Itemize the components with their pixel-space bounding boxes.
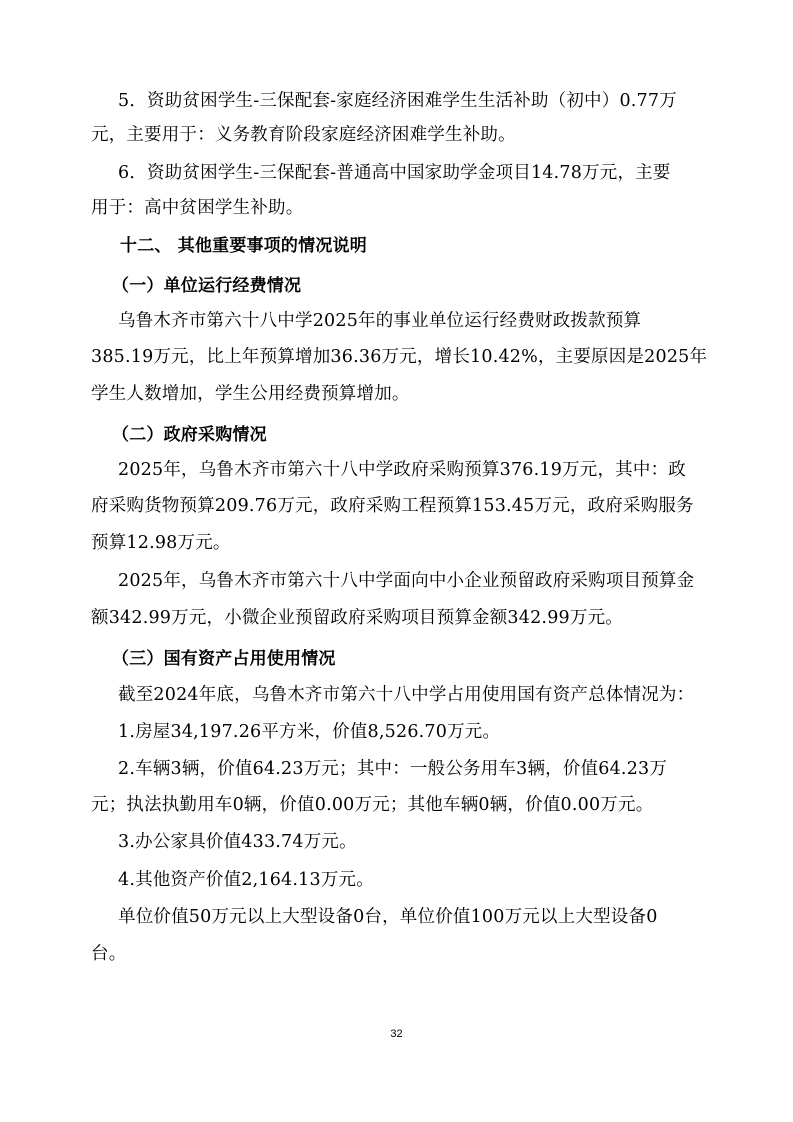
sub1-heading: （一）单位运行经费情况 — [112, 276, 302, 296]
sub3-item2-line2: 元；执法执勤用车0辆，价值0.00万元；其他车辆0辆，价值0.00万元。 — [91, 795, 654, 815]
sub3-equip-line1: 单位价值50万元以上大型设备0台，单位价值100万元以上大型设备0 — [118, 907, 658, 927]
sub2-para1-line3: 预算12.98万元。 — [91, 533, 231, 553]
sub1-line3: 学生人数增加，学生公用经费预算增加。 — [91, 384, 410, 404]
p5-line2: 元，主要用于：义务教育阶段家庭经济困难学生补助。 — [91, 125, 516, 145]
p6-line2: 用于：高中贫困学生补助。 — [91, 198, 304, 218]
sub2-heading: （二）政府采购情况 — [112, 425, 267, 445]
p6-line1: 6．资助贫困学生-三保配套-普通高中国家助学金项目14.78万元，主要 — [118, 163, 671, 183]
sub3-item1: 1.房屋34,197.26平方米，价值8,526.70万元。 — [118, 722, 501, 742]
sub3-item4: 4.其他资产价值2,164.13万元。 — [118, 870, 374, 890]
sub3-item2-line1: 2.车辆3辆，价值64.23万元；其中：一般公务用车3辆，价值64.23万 — [118, 759, 668, 779]
sub3-intro: 截至2024年底，乌鲁木齐市第六十八中学占用使用国有资产总体情况为： — [118, 685, 695, 705]
sub3-heading: （三）国有资产占用使用情况 — [112, 649, 336, 669]
sub2-para1-line1: 2025年，乌鲁木齐市第六十八中学政府采购预算376.19万元，其中：政 — [118, 460, 686, 480]
sub2-para1-line2: 府采购货物预算209.76万元，政府采购工程预算153.45万元，政府采购服务 — [91, 496, 694, 516]
sub2-para2-line1: 2025年，乌鲁木齐市第六十八中学面向中小企业预留政府采购项目预算金 — [118, 571, 695, 591]
sub2-para2-line2: 额342.99万元，小微企业预留政府采购项目预算金额342.99万元。 — [91, 608, 623, 628]
page-number: 32 — [390, 1028, 403, 1040]
sub3-equip-line2: 台。 — [91, 944, 127, 964]
sub1-line1: 乌鲁木齐市第六十八中学2025年的事业单位运行经费财政拨款预算 — [118, 311, 642, 331]
sub1-line2: 385.19万元，比上年预算增加36.36万元，增长10.42%，主要原因是2025年 — [91, 347, 708, 367]
p5-line1: 5．资助贫困学生-三保配套-家庭经济困难学生生活补助（初中）0.77万 — [118, 91, 677, 111]
section-heading-12: 十二、 其他重要事项的情况说明 — [120, 236, 367, 256]
sub3-item3: 3.办公家具价值433.74万元。 — [118, 832, 357, 852]
